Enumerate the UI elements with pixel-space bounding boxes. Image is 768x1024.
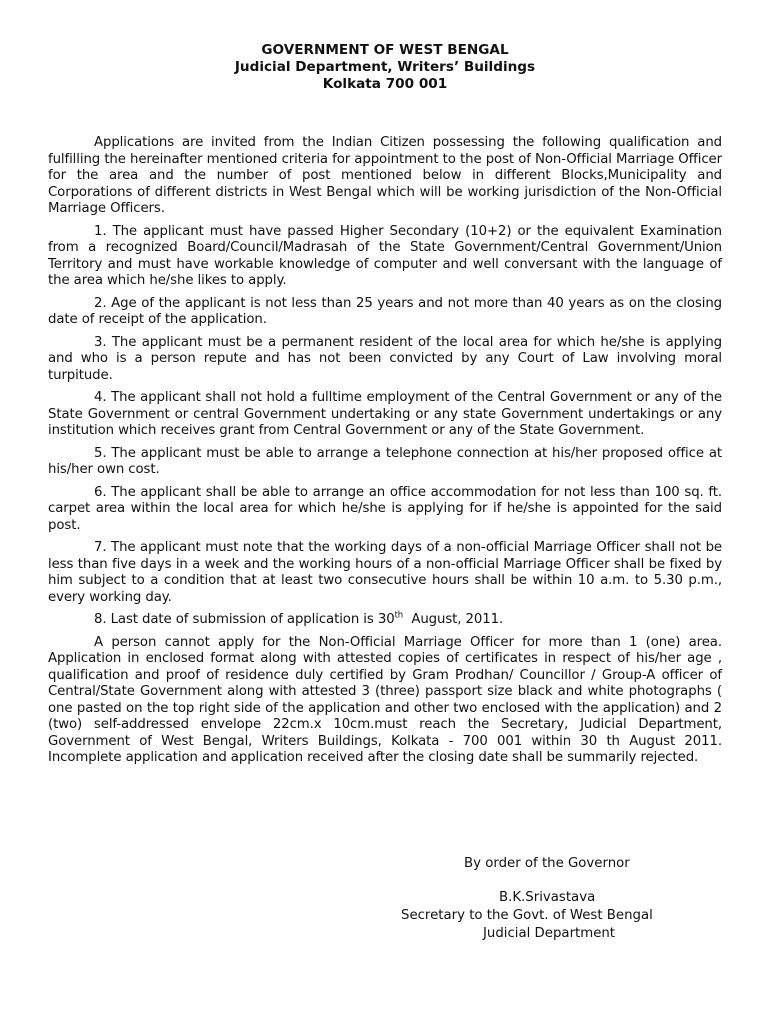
document-header xyxy=(48,42,722,93)
intro-paragraph: Applications are invited from the Indian Citizen possessing the following qualification and fulfilling the hereinafter mentioned criteria for appointment to the post of Non-Official Marriage Officer for the area and the number of post mentioned below in different Blocks,Municipality and Corporations of different districts in West Bengal which will be working jurisdiction of the Non-Official Marriage Officers. xyxy=(48,135,722,216)
criteria-item-6: 6. The applicant shall be able to arrange an office accommodation for not less than 100 sq. ft. carpet area within the local area for which he/she is applying for if he/she is appointed for the said post. xyxy=(48,484,722,533)
header-government: GOVERNMENT OF WEST BENGAL xyxy=(261,42,509,58)
criteria-item-8 xyxy=(48,612,722,629)
signatory-department: Judicial Department xyxy=(483,926,616,941)
item-8-superscript: th xyxy=(394,610,404,621)
criteria-item-5: 5. The applicant must be able to arrange a telephone connection at his/her proposed office at his/her own cost. xyxy=(48,445,722,477)
item-8-text: 8. Last date of submission of application is 30 xyxy=(94,612,395,627)
header-city: Kolkata 700 001 xyxy=(322,76,448,92)
notice-body xyxy=(48,135,722,767)
order-line: By order of the Governor xyxy=(464,856,630,871)
closing-paragraph: A person cannot apply for the Non-Official Marriage Officer for more than 1 (one) area. Application in enclosed format along with attested copies of certificates in respect of his/her age , qualification and proof of residence duly certified by Gram Prodhan/ Councillor / Group-A officer of Central/State Government along with attested 3 (three) passport size black and white photographs ( one pasted on the top right side of the application and other two enclosed with the application) and 2 (two) self-addressed envelope 22cm.x 10cm.must reach the Secretary, Judicial Department, Government of West Bengal, Writers Buildings, Kolkata - 700 001 within 30 th August 2011. Incomplete application and application received after the closing date shall be summarily rejected. xyxy=(48,634,722,765)
criteria-item-2: 2. Age of the applicant is not less than 25 years and not more than 40 years as on the closing date of receipt of the application. xyxy=(48,295,722,327)
signatory-name: B.K.Srivastava xyxy=(499,890,596,905)
criteria-item-7: 7. The applicant must note that the working days of a non-official Marriage Officer shall not be less than five days in a week and the working hours of a non-official Marriage Officer shall be fixed by him subject to a condition that at least two consecutive hours shall be within 10 a.m. to 5.30 p.m., every working day. xyxy=(48,540,722,605)
signatory-title: Secretary to the Govt. of West Bengal xyxy=(401,908,653,923)
item-8-date: August, 2011. xyxy=(403,612,504,627)
header-department: Judicial Department, Writers’ Buildings xyxy=(234,59,536,75)
criteria-item-3: 3. The applicant must be a permanent resident of the local area for which he/she is applying and who is a person repute and has not been convicted by any Court of Law involving moral turpitude. xyxy=(48,334,722,383)
criteria-item-4: 4. The applicant shall not hold a fulltime employment of the Central Government or any of the State Government or central Government undertaking or any state Government undertakings or any institution which receives grant from Central Government or any of the State Government. xyxy=(48,390,722,438)
criteria-item-1: 1. The applicant must have passed Higher Secondary (10+2) or the equivalent Examination from a recognized Board/Council/Madrasah of the State Government/Central Government/Union Territory and must have workable knowledge of computer and well conversant with the language of the area which he/she likes to apply. xyxy=(48,223,722,288)
